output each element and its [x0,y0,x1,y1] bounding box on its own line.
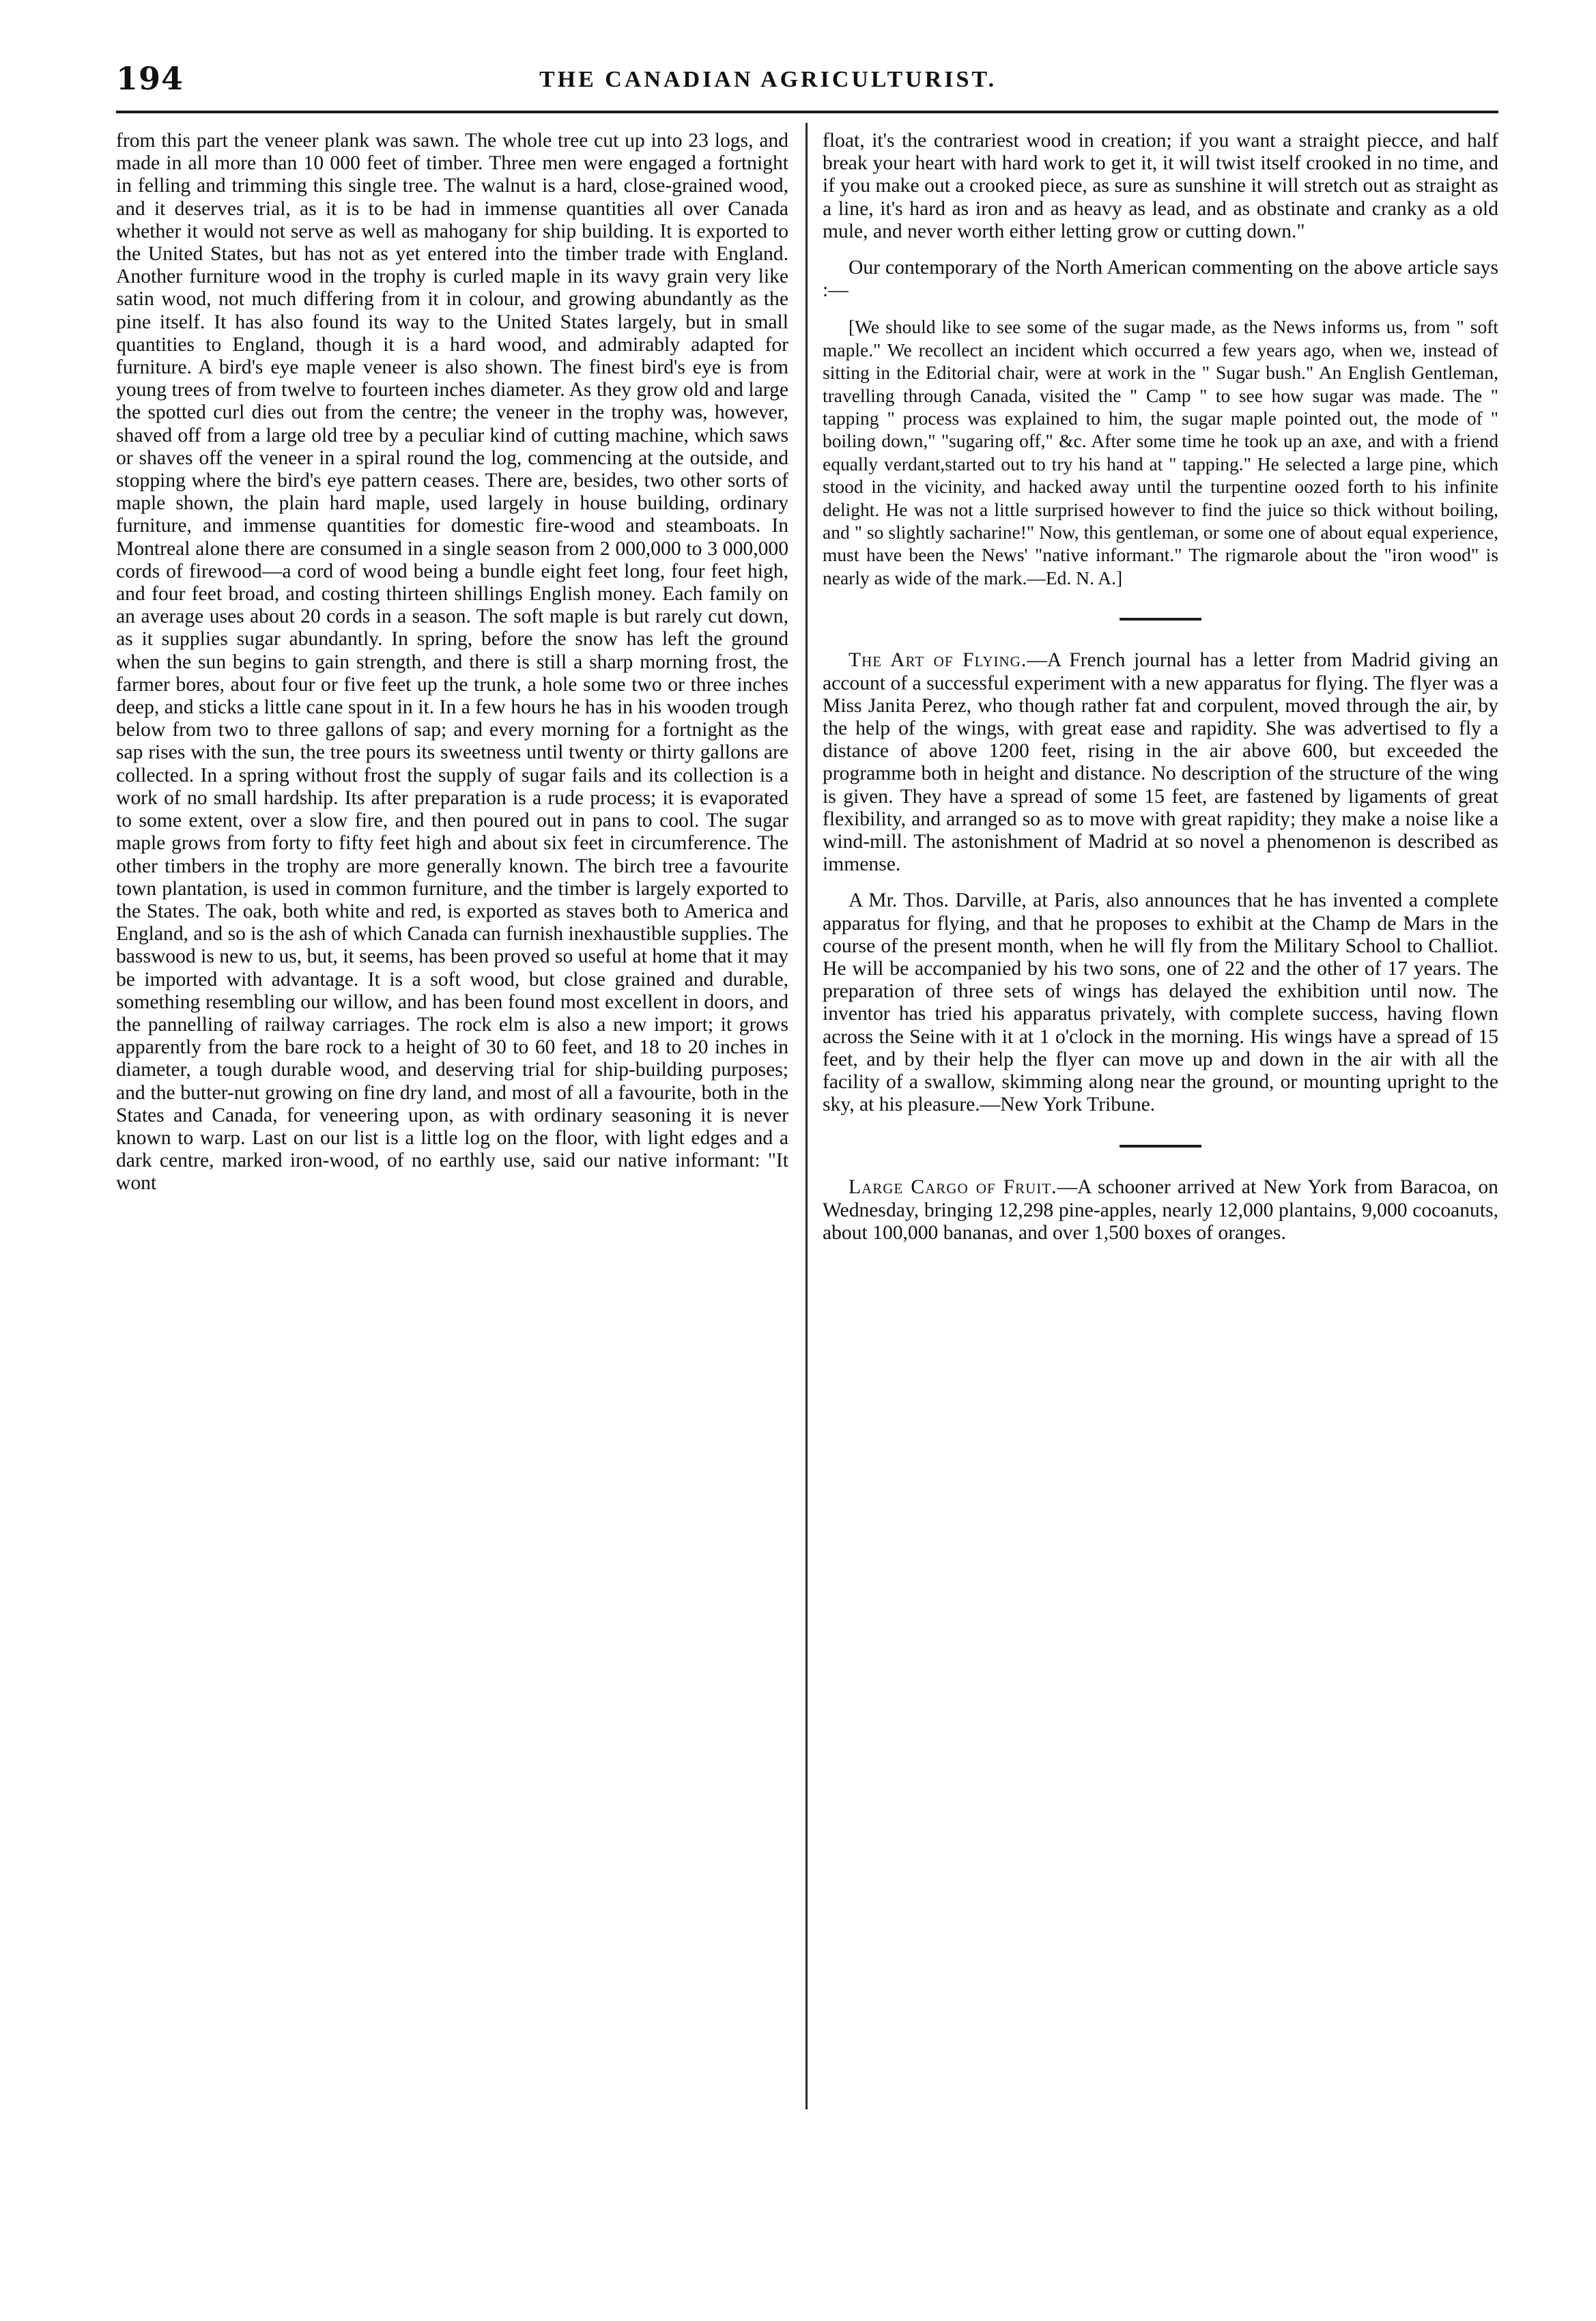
quote-continuation: float, it's the contrariest wood in creation; if you want a straight piecce, and half break your heart with hard work to get it, it will twist itself crooked in no time, and if you make out a crooked piece, as sure as sunshine it will stretch out as straight as a line, it's hard as iron and as heavy as lead, and as obstinate and cranky as a old mule, and never worth either letting grow or cutting down." [823,130,1498,242]
fruit-heading: Large Cargo of Fruit. [849,1176,1057,1199]
editor-comment: [We should like to see some of the sugar made, as the News informs us, from " soft maple." We recollect an incident which occurred a few years ago, when we, instead of sitting in the Editorial chair, were at work in the " Sugar bush." An English Gentleman, travelling through Canada, visited the " Camp " to see how sugar was made. The " tapping " process was explained to him, the sugar maple pointed out, the mode of " boiling down," "sugaring off," &c. After some time he took up an axe, and with a friend equally verdant,started out to try his hand at " tapping." He selected a large pine, which stood in the vicinity, and hacked away until the turpentine oozed forth to his infinite delight. He was not a little surprised however to find the juice so thick without boiling, and " so slightly sacharine!" Now, this gentleman, or some one of about equal experience, must have been the News' "native informant." The rigmarole about the "iron wood" is nearly as wide of the mark.—Ed. N. A.] [823,316,1498,588]
running-title: THE CANADIAN AGRICULTURIST. [539,67,997,92]
right-column [823,130,1498,1258]
left-column [116,130,788,1209]
left-column-text: from this part the veneer plank was sawn. The whole tree cut up into 23 logs, and made in all more than 10 000 feet of timber. Three men were engaged a fortnight in felling and trimming this single tree. The walnut is a hard, close-grained wood, and it deserves trial, as it is to be had in immense quantities all over Canada whether it would not serve as well as mahogany for ship building. It is exported to the United States, but has not as yet entered into the timber trade with England. Another furniture wood in the trophy is curled maple in its wavy grain very like satin wood, not much differing from it in colour, and growing abundantly as the pine itself. It has also found its way to the United States largely, but in small quantities to England, though it is a hard wood, and admirably adapted for furniture. A bird's eye maple veneer is also shown. The finest bird's eye is from young trees of from twelve to fourteen inches diameter. As they grow old and large the spotted curl dies out from the centre; the veneer in the trophy was, however, shaved off from a large old tree by a peculiar kind of cutting machine, which saws or shaves off the veneer in a spiral round the log, commencing at the outside, and stopping where the bird's eye pattern ceases. There are, besides, two other sorts of maple shown, the plain hard maple, used largely in house building, ordinary furniture, and immense quantities for domestic fire-wood and steamboats. In Montreal alone there are consumed in a single season from 2 000,000 to 3 000,000 cords of firewood—a cord of wood being a bundle eight feet long, four feet high, and four feet broad, and costing thirteen shillings English money. Each family on an average uses about 20 cords in a season. The soft maple is but rarely cut down, as it supplies sugar abundantly. In spring, before the snow has left the ground when the sun begins to gain strength, and there is still a sharp morning frost, the farmer bores, about four or five feet up the trunk, a hole some two or three inches deep, and sticks a little cane spout in it. In a few hours he has in his wooden trough below from two to three gallons of sap; and every morning for a fortnight as the sap rises with the sun, the tree pours its sweetness until twenty or thirty gallons are collected. In a spring without frost the supply of sugar fails and its collection is a work of no small hardship. Its after preparation is a rude process; it is evaporated to some extent, over a slow fire, and then poured out in pans to cool. The sugar maple grows from forty to fifty feet high and about six feet in circumference. The other timbers in the trophy are more generally known. The birch tree a favourite town plantation, is used in common furniture, and the timber is largely exported to the States. The oak, both white and red, is exported as staves both to America and England, and so is the ash of which Canada can furnish inexhaustible supplies. The basswood is new to us, but, it seems, has been proved so useful at home that it may be imported with advantage. It is a soft wood, but close grained and durable, something resembling our willow, and has been found most excellent in doors, and the pannelling of railway carriages. The rock elm is also a new import; it grows apparently from the bare rock to a height of 30 to 60 feet, and 18 to 20 inches in diameter, a tough durable wood, and deserving trial for ship-building purposes; and the butter-nut growing on fine dry land, and most of all a favourite, both in the States and Canada, for veneering upon, as with ordinary seasoning it is never known to warp. Last on our list is a little log on the floor, with light edges and a dark centre, marked iron-wood, of no earthly use, said our native informant: "It wont [116,130,788,1195]
flying-heading: The Art of Flying. [849,649,1027,672]
flying-article [823,649,1498,876]
darville-paragraph: A Mr. Thos. Darville, at Paris, also announces that he has invented a complete apparatus for flying, and that he proposes to exhibit at the Champ de Mars in the course of the present month, when he will fly from the Military School to Challiot. He will be accompanied by his two sons, one of 22 and the other of 17 years. The preparation of three sets of wings has delayed the exhibition until now. The inventor has tried his apparatus privately, with complete success, having flown across the Seine with it at 1 o'clock in the morning. His wings have a spread of 15 feet, and by their help the flyer can move up and down in the air with all the facility of a swallow, skimming along near the ground, or mounting upright to the sky, at his pleasure.—New York Tribune. [823,889,1498,1116]
fruit-article [823,1176,1498,1244]
article-separator-2 [1120,1145,1201,1148]
header-rule [116,111,1498,113]
column-divider [806,123,808,2109]
page-number: 194 [116,60,184,97]
flying-text: —A French journal has a letter from Madrid giving an account of a successful experiment with a new apparatus for flying. The flyer was a Miss Janita Perez, who though rather fat and corpulent, moved through the air, by the help of the wings, with great ease and rapidity. She was advertised to fly a distance of above 1200 feet, rising in the air above 600, but exceeded the programme both in height and distance. No description of the structure of the wing is given. They have a spread of some 15 feet, are fastened by ligaments of great flexibility, and arranged so as to move with great rapidity; they make a noise like a wind-mill. The astonishment of Madrid at so novel a phenomenon is described as immense. [823,649,1498,876]
contemporary-intro: Our contemporary of the North American commenting on the above article says :— [823,257,1498,302]
page-header [116,60,1495,108]
article-separator [1120,618,1201,621]
fruit-text: —A schooner arrived at New York from Baracoa, on Wednesday, bringing 12,298 pine-apples, nearly 12,000 plantains, 9,000 cocoanuts, about 100,000 bananas, and over 1,500 boxes of oranges. [823,1176,1498,1244]
